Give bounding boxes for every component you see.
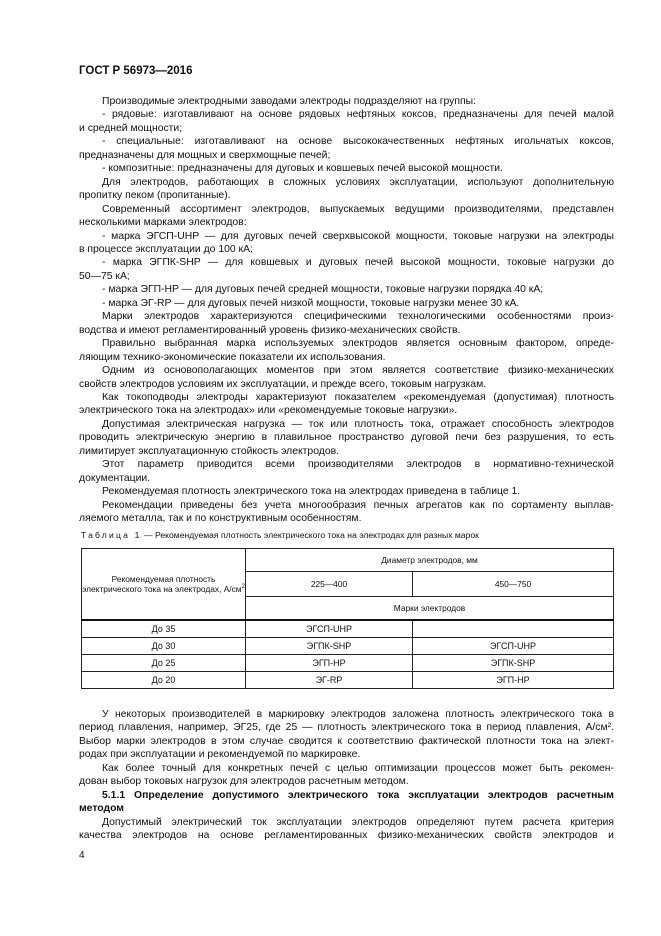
table-cell: ЭГП-HP [413,672,614,689]
table-cell: ЭГПК-SHP [246,638,413,655]
paragraph-line: пропитку пеком (пропитанные). [79,190,231,202]
section-heading-line: 5.1.1 Определение допустимого электрического тока эксплуатации электродов расчетным [102,789,614,801]
paragraph-line: - марка ЭГПК-SHP — для ковшевых и дуговых печей высокой мощности, токовые нагрузки до [102,257,614,269]
table-cell: ЭГПК-SHP [413,655,614,672]
col-header-grades: Марки электродов [246,597,614,621]
table-caption-label: Таблица 1 [81,530,142,540]
col-header-diameter-2: 450—750 [413,572,614,597]
paragraph-line: Одним из основополагающих моментов при этом является соответствие физико-механических [102,365,614,377]
paragraph-line: и средней мощности; [79,122,183,134]
paragraph-line: ляемого металла, так и по конструктивным особенностям. [79,513,362,525]
paragraph-line: - специальные: изготавливают на основе высококачественных нефтяных игольчатых коксов, [102,136,614,148]
table-row [82,638,614,655]
table-cell: До 25 [82,655,246,672]
table-cell: До 30 [82,638,246,655]
paragraph-line: Выбор марки электродов в этом случае сводится к соответствию фактической плотности тока на элект- [79,735,614,747]
current-density-table [81,548,614,689]
table-row [82,672,614,689]
table-cell: ЭГП-HP [246,655,413,672]
table-cell [413,620,614,638]
paragraph-line: 50—75 кА; [79,270,130,282]
document-header: ГОСТ Р 56973—2016 [79,65,193,77]
paragraph-line: У некоторых производителей в маркировку электродов заложена плотность электрического тока в [102,709,614,720]
paragraph-line: проводить электрическую энергию в плавильное пространство дуговой печи без разрушения, то есть [79,432,614,444]
paragraph-line: лимитирует эксплуатационную стойкость электродов. [79,445,340,457]
table-caption [81,530,479,540]
paragraph-line: - рядовые: изготавливают на основе рядовых нефтяных коксов, предназначены для печей малой [102,109,614,121]
body-text-bottom [79,708,614,843]
paragraph-line: дован выбор токовых нагрузок для электродов расчетным методом. [79,776,409,788]
col-header-density: Рекомендуемая плотность электрического тока на электродах, $А/см^2$ [82,549,246,621]
paragraph-line: Правильно выбранная марка используемых электродов является основным фактором, опреде- [102,338,614,350]
table-caption-text: — Рекомендуемая плотность электрического тока на электродах для разных марок [141,530,479,540]
paragraph-line: предназначены для мощных и сверхмощные печей; [79,149,331,161]
paragraph-line: родах при эксплуатации и рекомендуемой по маркировке. [79,749,361,761]
paragraph-line: Как более точный для конкретных печей с целью оптимизации процессов может быть рекомен- [102,762,614,774]
paragraph-line: Марки электродов характеризуются специфическими технологическими особенностями произ- [102,311,614,323]
section-heading-line: методом [79,803,124,815]
paragraph-line: документации. [79,472,151,484]
paragraph-line: период плавления, например, ЭГ25, где 25 — плотность электрического тока в период плавления, А/см². [79,722,614,734]
paragraph-line: Для электродов, работающих в сложных условиях эксплуатации, используют дополнительную [102,176,614,188]
paragraph-line: ляющим технико-экономические показатели их использования. [79,351,386,363]
table-row [82,620,614,638]
col-header-diameter: Диаметр электродов, мм [246,549,614,572]
paragraph-line: Допустимая электрическая нагрузка — ток или плотность тока, отражает способность электродов [102,418,614,430]
col-header-diameter-1: 225—400 [246,572,413,597]
paragraph-line: Как токоподводы электроды характеризуют показателем «рекомендуемая (допустимая) плотность [102,391,614,403]
table-cell: До 20 [82,672,246,689]
paragraph-line: - композитные: предназначены для дуговых и ковшевых печей высокой мощности. [102,163,503,175]
paragraph-line: - марка ЭГ-RP — для дуговых печей низкой мощности, токовые нагрузки менее 30 кА. [102,297,520,309]
paragraph-line: несколькими марками электродов: [79,217,247,229]
table-row [82,655,614,672]
paragraph-line: Допустимый электрический ток эксплуатации электродов определяют путем расчета критерия [102,816,614,828]
page-number: 4 [79,850,85,861]
paragraph-line: Этот параметр приводится всеми производителями электродов в нормативно-технической [102,459,614,471]
paragraph-line: Современный ассортимент электродов, выпускаемых ведущими производителями, представлен [102,203,614,215]
paragraph-line: электрического тока на электродах» или «рекомендуемые токовые нагрузки». [79,405,458,417]
table-cell: ЭГ-RP [246,672,413,689]
paragraph-line: водства и имеют регламентированный уровень физико-механических свойств. [79,324,461,336]
body-text-top [79,95,614,526]
table-cell: ЭГСП-UHP [413,638,614,655]
paragraph-line: Производимые электродными заводами электроды подразделяют на группы: [102,96,476,107]
table-cell: До 35 [82,620,246,638]
paragraph-line: Рекомендации приведены без учета многообразия печных агрегатов как по сортаменту выплав- [102,499,614,511]
paragraph-line: качества электродов на основе регламентированных физико-механических свойств электродов и [79,830,614,842]
table-cell: ЭГСП-UHP [246,620,413,638]
paragraph-line: свойств электродов условиям их эксплуатации, и прежде всего, токовым нагрузкам. [79,378,487,390]
paragraph-line: - марка ЭГСП-UHP — для дуговых печей сверхвысокой мощности, токовые нагрузки на электроды [102,230,614,242]
paragraph-line: - марка ЭГП-HP — для дуговых печей средней мощности, токовые нагрузки порядка 40 кА; [102,284,544,296]
paragraph-line: Рекомендуемая плотность электрического тока на электродах приведена в таблице 1. [102,486,521,498]
paragraph-line: в процессе эксплуатации до 100 кА; [79,243,253,255]
